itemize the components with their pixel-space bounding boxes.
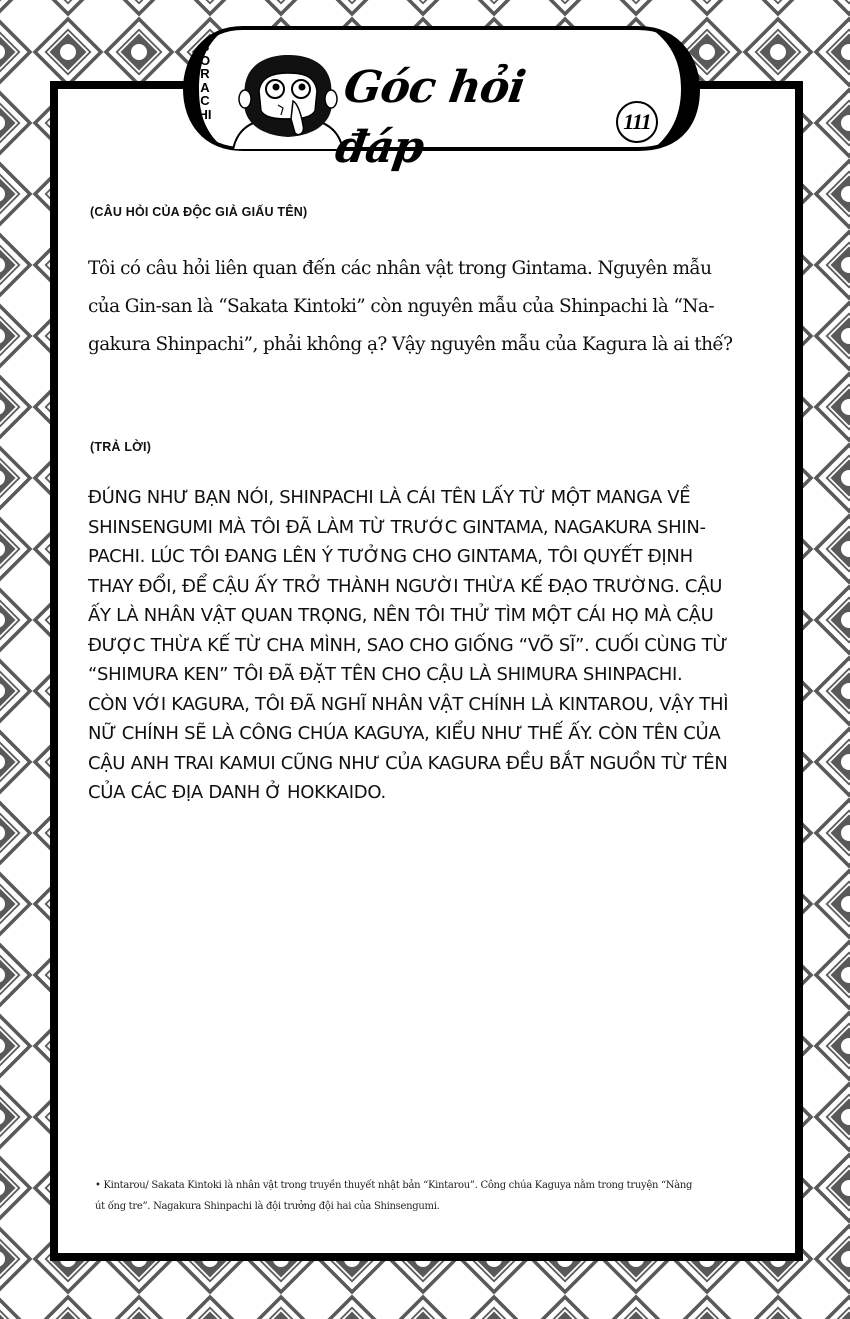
author-gorilla-icon xyxy=(223,53,353,150)
issue-number-badge: 111 xyxy=(616,101,658,143)
question-label: (CÂU HỎI CỦA ĐỘC GIẢ GIẤU TÊN) xyxy=(90,205,308,219)
page-title: Góc hỏi đáp xyxy=(332,62,528,173)
question-line: Tôi có câu hỏi liên quan đến các nhân vật trong Gintama. Nguyên mẫu xyxy=(88,258,712,279)
answer-label: (TRẢ LỜI) xyxy=(90,440,152,454)
answer-line: “SHIMURA KEN” TÔI ĐÃ ĐẶT TÊN CHO CẬU LÀ SHIMURA SHINPACHI. xyxy=(88,664,683,685)
author-tag: SORACHI xyxy=(198,39,212,122)
answer-text xyxy=(88,483,788,808)
answer-line: THAY ĐỔI, ĐỂ CẬU ẤY TRỞ THÀNH NGƯỜI THỪA KẾ ĐẠO TRƯỜNG. CẬU xyxy=(88,575,723,597)
footnote-line: út ống tre”. Nagakura Shinpachi là đội trưởng đội hai của Shinsengumi. xyxy=(95,1201,440,1212)
question-line: của Gin-san là “Sakata Kintoki” còn nguyên mẫu của Shinpachi là “Na- xyxy=(88,296,714,317)
answer-line: ĐÚNG NHƯ BẠN NÓI, SHINPACHI LÀ CÁI TÊN LẤY TỪ MỘT MANGA VỀ xyxy=(88,487,691,508)
question-text xyxy=(88,250,778,364)
answer-line: SHINSENGUMI MÀ TÔI ĐÃ LÀM TỪ TRƯỚC GINTAMA, NAGAKURA SHIN- xyxy=(88,516,706,538)
answer-line: CỦA CÁC ĐỊA DANH Ở HOKKAIDO. xyxy=(88,782,386,803)
answer-line: CẬU ANH TRAI KAMUI CŨNG NHƯ CỦA KAGURA ĐỀU BẮT NGUỒN TỪ TÊN xyxy=(88,752,728,774)
question-line: gakura Shinpachi”, phải không ạ? Vậy nguyên mẫu của Kagura là ai thế? xyxy=(88,334,733,355)
answer-line: NỮ CHÍNH SẼ LÀ CÔNG CHÚA KAGUYA, KIỂU NHƯ THẾ ẤY. CÒN TÊN CỦA xyxy=(88,723,721,744)
footnote-line: • Kintarou/ Sakata Kintoki là nhân vật trong truyền thuyết nhật bản “Kintarou”. Công chúa Kaguya nằm trong truyện “Nàng xyxy=(95,1180,693,1191)
answer-line: ẤY LÀ NHÂN VẬT QUAN TRỌNG, NÊN TÔI THỬ TÌM MỘT CÁI HỌ MÀ CẬU xyxy=(88,605,714,626)
answer-line: ĐƯỢC THỪA KẾ TỪ CHA MÌNH, SAO CHO GIỐNG “VÕ SĨ”. CUỐI CÙNG TỪ xyxy=(88,634,728,656)
answer-line: CÒN VỚI KAGURA, TÔI ĐÃ NGHĨ NHÂN VẬT CHÍNH LÀ KINTAROU, VẬY THÌ xyxy=(88,693,729,715)
answer-line: PACHI. LÚC TÔI ĐANG LÊN Ý TƯỞNG CHO GINTAMA, TÔI QUYẾT ĐỊNH xyxy=(88,546,693,567)
footnote xyxy=(95,1175,725,1217)
